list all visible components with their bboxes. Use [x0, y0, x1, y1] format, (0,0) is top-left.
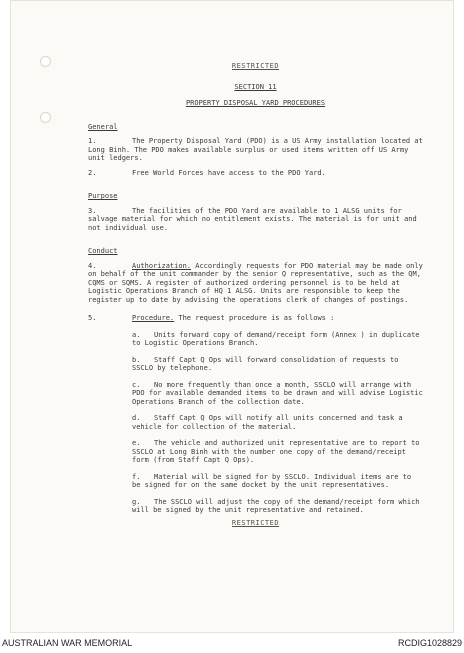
paragraph-4: 4. Authorization. Accordingly requests for PDO material may be made only on behalf of the unit commander by the senior Q representative, such as the QM, CQMS or SQMS. A register of authorized ordering personnel is to be held at Logistic Operations Branch of HQ 1 ALSG. Units are responsible to keep the register up to date by advising the operations clerk of changes of postings. [88, 261, 423, 304]
heading-general: General [88, 122, 118, 131]
punch-hole [40, 56, 51, 67]
archive-reference: RCDIG1028829 [397, 638, 462, 648]
paragraph-2: 2. Free World Forces have access to the PDO Yard. [88, 168, 326, 177]
procedure-step-c: c. No more frequently than once a month, SSCLO will arrange with PDO for available demanded items to be drawn and will advise Logistic Operations Branch of the collection date. [132, 380, 423, 406]
document-page [88, 62, 423, 527]
top-classification-stamp: RESTRICTED [231, 62, 280, 70]
procedure-step-b: b. Staff Capt Q Ops will forward consolidation of requests to SSCLO by telephone. [132, 355, 399, 372]
punch-hole [40, 112, 51, 123]
section-number: SECTION 11 [234, 82, 277, 91]
procedure-step-a: a. Units forward copy of demand/receipt form (Annex ) in duplicate to Logistic Operations Branch. [132, 330, 420, 347]
bottom-classification-stamp: RESTRICTED [231, 518, 280, 527]
heading-conduct: Conduct [88, 247, 118, 255]
paragraph-5: 5. Procedure. The request procedure is as follows : [88, 314, 335, 322]
archive-footer [0, 638, 464, 652]
procedure-step-e: e. The vehicle and authorized unit representative are to report to SSCLO at Long Binh with the number one copy of the demand/receipt form (from Staff Capt Q Ops). [132, 439, 420, 464]
paragraph-1: 1. The Property Disposal Yard (PDO) is a US Army installation located at Long Binh. The PDO makes available surplus or used items written off US Army unit ledgers. [88, 137, 423, 162]
procedure-step-f: f. Material will be signed for by SSCLO. Individual items are to be signed for on the same docket by the unit representatives. [132, 472, 412, 489]
heading-purpose: Purpose [88, 192, 118, 200]
procedure-step-g: g. The SSCLO will adjust the copy of the demand/receipt form which will be signed by the unit representative and retained. [132, 497, 420, 514]
paragraph-3: 3. The facilities of the PDO Yard are available to 1 ALSG units for salvage material for which no entitlement exists. The material is for unit and not individual use. [88, 206, 417, 232]
archive-name: AUSTRALIAN WAR MEMORIAL [2, 638, 133, 648]
procedure-step-d: d. Staff Capt Q Ops will notify all units concerned and task a vehicle for collection of the material. [132, 414, 403, 431]
document-title: PROPERTY DISPOSAL YARD PROCEDURES [185, 99, 326, 107]
